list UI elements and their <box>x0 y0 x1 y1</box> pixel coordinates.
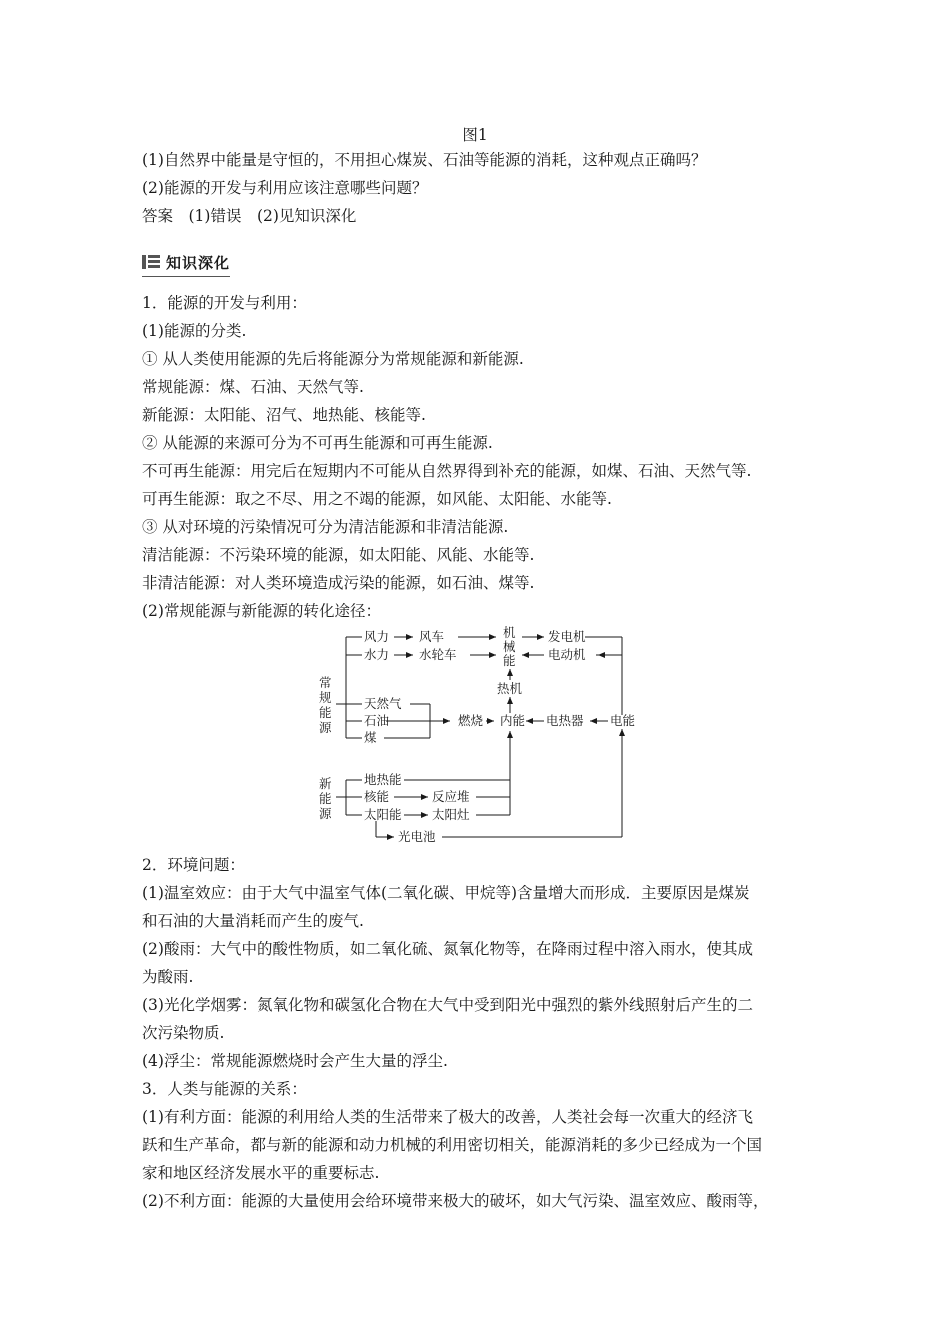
solar-node: 太阳能 <box>364 807 402 822</box>
body-line: 次污染物质. <box>142 1024 225 1042</box>
body-line: (4)浮尘：常规能源燃烧时会产生大量的浮尘. <box>142 1052 448 1070</box>
heater-node: 电热器 <box>546 713 584 728</box>
mechanical-node-1: 机 <box>503 625 516 640</box>
figure-caption: 图1 <box>462 126 488 144</box>
combustion-node: 燃烧 <box>458 713 484 728</box>
new-label-3: 源 <box>319 806 332 821</box>
answer-line: 答案 (1)错误 (2)见知识深化 <box>142 207 357 225</box>
motor-node: 电动机 <box>548 647 586 662</box>
mechanical-node-3: 能 <box>503 653 516 668</box>
question-1: (1)自然界中能量是守恒的，不用担心煤炭、石油等能源的消耗，这种观点正确吗？ <box>142 151 707 169</box>
section-heading-text: 知识深化 <box>166 254 231 272</box>
oil-node: 石油 <box>364 713 390 728</box>
body-line: 为酸雨. <box>142 968 194 986</box>
solar-cooker-node: 太阳灶 <box>432 807 470 822</box>
photocell-node: 光电池 <box>398 829 436 844</box>
body-line: 非清洁能源：对人类环境造成污染的能源，如石油、煤等. <box>142 574 535 592</box>
body-line: (3)光化学烟雾：氮氧化物和碳氢化合物在大气中受到阳光中强烈的紫外线照射后产生的二 <box>142 996 753 1014</box>
energy-conversion-diagram <box>300 625 650 850</box>
body-line: 不可再生能源：用完后在短期内不可能从自然界得到补充的能源，如煤、石油、天然气等. <box>142 462 752 480</box>
body-line: 新能源：太阳能、沼气、地热能、核能等. <box>142 406 426 424</box>
body-line: 1．能源的开发与利用： <box>142 294 307 312</box>
waterwheel-node: 水轮车 <box>419 647 457 662</box>
body-line: (1)能源的分类. <box>142 322 247 340</box>
body-line: ② 从能源的来源可分为不可再生能源和可再生能源. <box>142 434 493 452</box>
body-line: 清洁能源：不污染环境的能源，如太阳能、风能、水能等. <box>142 546 535 564</box>
body-line: (2)不利方面：能源的大量使用会给环境带来极大的破坏，如大气污染、温室效应、酸雨等， <box>142 1192 769 1210</box>
generator-node: 发电机 <box>548 629 586 644</box>
natural-gas-node: 天然气 <box>364 696 402 711</box>
conventional-label-4: 源 <box>319 720 332 735</box>
body-line: (2)常规能源与新能源的转化途径： <box>142 602 381 620</box>
body-line: (2)酸雨：大气中的酸性物质，如二氧化硫、氮氧化物等，在降雨过程中溶入雨水，使其成 <box>142 940 753 958</box>
coal-node: 煤 <box>364 730 377 745</box>
body-line: 家和地区经济发展水平的重要标志. <box>142 1164 380 1182</box>
body-line: ① 从人类使用能源的先后将能源分为常规能源和新能源. <box>142 350 524 368</box>
windmill-node: 风车 <box>419 629 445 644</box>
body-line: 常规能源：煤、石油、天然气等. <box>142 378 364 396</box>
nuclear-node: 核能 <box>364 789 390 804</box>
body-line: 和石油的大量消耗而产生的废气. <box>142 912 364 930</box>
mechanical-node-2: 械 <box>503 639 516 654</box>
question-2: (2)能源的开发与利用应该注意哪些问题？ <box>142 179 428 197</box>
new-label-2: 能 <box>319 791 332 806</box>
body-line: (1)有利方面：能源的利用给人类的生活带来了极大的改善，人类社会每一次重大的经济飞 <box>142 1108 753 1126</box>
conventional-label-3: 能 <box>319 705 332 720</box>
body-line: 2．环境问题： <box>142 856 245 874</box>
conventional-label-2: 规 <box>319 690 332 705</box>
wind-node: 风力 <box>364 629 390 644</box>
body-line: 可再生能源：取之不尽、用之不竭的能源，如风能、太阳能、水能等. <box>142 490 612 508</box>
body-line: 跃和生产革命，都与新的能源和动力机械的利用密切相关，能源消耗的多少已经成为一个国 <box>142 1136 763 1154</box>
body-line: (1)温室效应：由于大气中温室气体(二氧化碳、甲烷等)含量增大而形成．主要原因是煤炭 <box>142 884 750 902</box>
section-heading <box>142 250 230 277</box>
body-line: ③ 从对环境的污染情况可分为清洁能源和非清洁能源. <box>142 518 509 536</box>
internal-energy-node: 内能 <box>500 713 526 728</box>
conventional-label-1: 常 <box>319 675 332 690</box>
reactor-node: 反应堆 <box>432 789 470 804</box>
electricity-node: 电能 <box>610 713 636 728</box>
water-node: 水力 <box>364 647 390 662</box>
body-line: 3．人类与能源的关系： <box>142 1080 307 1098</box>
new-label-1: 新 <box>319 776 332 791</box>
list-bars-icon <box>142 255 160 269</box>
geothermal-node: 地热能 <box>364 772 402 787</box>
heat-engine-node: 热机 <box>497 681 523 696</box>
